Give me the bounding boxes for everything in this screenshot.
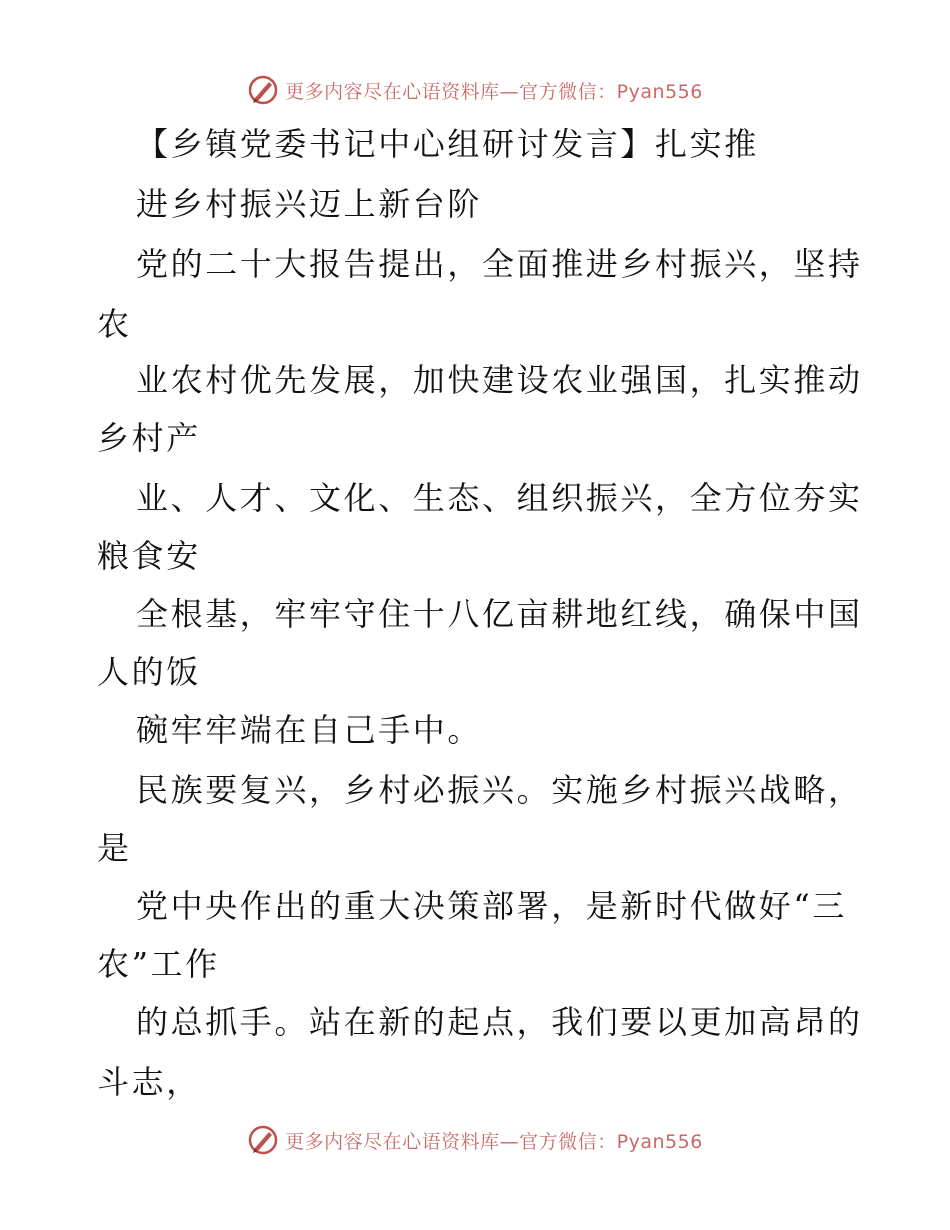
footer-watermark	[0, 1122, 950, 1158]
text-line: 粮食安	[97, 537, 201, 575]
text-line: 全根基，牢牢守住十八亿亩耕地红线，确保中国	[136, 595, 863, 633]
watermark-text: 更多内容尽在心语资料库—官方微信：Pyan556	[285, 1130, 703, 1153]
document-title-line-2: 进乡村振兴迈上新台阶	[136, 185, 483, 223]
text-line: 民族要复兴，乡村必振兴。实施乡村振兴战略，	[136, 771, 863, 809]
header-watermark	[0, 72, 950, 108]
text-line: 是	[97, 829, 132, 867]
pen-logo-icon	[247, 1124, 279, 1156]
text-line: 业农村优先发展，加快建设农业强国，扎实推动	[136, 361, 863, 399]
text-line: 人的饭	[97, 653, 201, 691]
text-line: 碗牢牢端在自己手中。	[136, 711, 483, 749]
document-title-line-1: 【乡镇党委书记中心组研讨发言】扎实推	[136, 125, 759, 163]
text-line: 党中央作出的重大决策部署，是新时代做好“三	[136, 887, 847, 925]
text-line: 党的二十大报告提出，全面推进乡村振兴，坚持	[136, 245, 863, 283]
text-line: 斗志，	[97, 1063, 201, 1101]
watermark-text: 更多内容尽在心语资料库—官方微信：Pyan556	[285, 80, 703, 103]
text-line: 农”工作	[97, 945, 220, 983]
text-line: 业、人才、文化、生态、组织振兴，全方位夯实	[136, 479, 863, 517]
text-line: 农	[97, 305, 132, 343]
text-line: 的总抓手。站在新的起点，我们要以更加高昂的	[136, 1003, 863, 1041]
pen-logo-icon	[247, 74, 279, 106]
text-line: 乡村产	[97, 419, 201, 457]
